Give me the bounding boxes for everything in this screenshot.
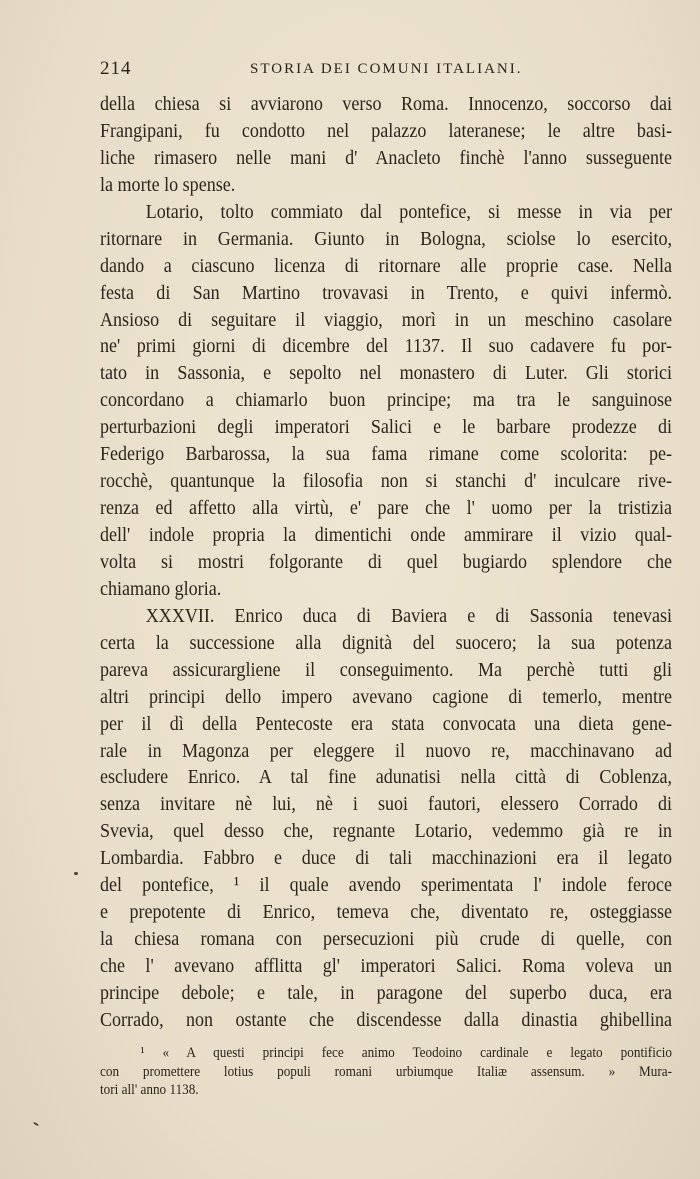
page-number: 214 bbox=[100, 58, 132, 79]
text-line: perturbazioni degli imperatori Salici e le barbare prodezze di bbox=[100, 416, 672, 439]
text-line: Corrado, non ostante che discendesse dalla dinastia ghibellina bbox=[100, 1008, 672, 1031]
text-line: senza invitare nè lui, nè i suoi fautori, elessero Corrado di bbox=[100, 793, 672, 816]
footnote bbox=[100, 1044, 672, 1100]
text-line: Ansioso di seguitare il viaggio, morì in un meschino casolare bbox=[100, 308, 672, 331]
text-line: renza ed affetto alla virtù, e' pare che l' uomo per la tristizia bbox=[100, 497, 672, 520]
footnote-line: ¹ « A questi principi fece animo Teodoino cardinale e legato pontificio bbox=[140, 1045, 672, 1061]
text-line: del pontefice, ¹ il quale avendo sperimentata l' indole feroce bbox=[100, 874, 672, 897]
footnote-line: con promettere lotius populi romani urbiumque Italiæ assensum. » Mura- bbox=[100, 1063, 672, 1080]
text-line: altri principi dello impero avevano cagione di temerlo, mentre bbox=[100, 685, 672, 708]
text-line: pareva assicurargliene il conseguimento. Ma perchè tutti gli bbox=[100, 658, 672, 681]
ink-speck bbox=[33, 1122, 39, 1127]
text-line: rocchè, quantunque la filosofia non si stanchi d' inculcare rive- bbox=[100, 470, 672, 493]
text-line: volta si mostri folgorante di quel bugiardo splendore che bbox=[100, 550, 672, 573]
ink-speck bbox=[74, 872, 78, 875]
text-line: Federigo Barbarossa, la sua fama rimane come scolorita: pe- bbox=[100, 443, 672, 466]
text-line: principe debole; e tale, in paragone del superbo duca, era bbox=[100, 981, 672, 1004]
text-line: festa di San Martino trovavasi in Trento, e quivi infermò. bbox=[100, 281, 672, 304]
running-title: STORIA DEI COMUNI ITALIANI. bbox=[250, 61, 523, 77]
text-line: che l' avevano afflitta gl' imperatori Salici. Roma voleva un bbox=[100, 955, 672, 977]
text-line: Lotario, tolto commiato dal pontefice, si messe in via per bbox=[145, 200, 672, 223]
text-line: XXXVII. Enrico duca di Baviera e di Sassonia tenevasi bbox=[145, 604, 672, 627]
body-text bbox=[100, 91, 672, 1034]
text-line: la chiesa romana con persecuzioni più crude di quelle, con bbox=[100, 928, 672, 951]
page-header bbox=[100, 58, 672, 88]
text-line: la morte lo spense. bbox=[100, 173, 236, 196]
text-line: dell' indole propria la dimentichi onde ammirare il vizio qual- bbox=[100, 524, 672, 546]
text-line: della chiesa si avviarono verso Roma. Innocenzo, soccorso dai bbox=[100, 93, 672, 115]
text-line: dando a ciascuno licenza di ritornare alle proprie case. Nella bbox=[100, 254, 672, 277]
text-line: e prepotente di Enrico, temeva che, diventato re, osteggiasse bbox=[100, 901, 672, 924]
text-line: ne' primi giorni di dicembre del 1137. Il suo cadavere fu por- bbox=[100, 335, 672, 358]
text-line: liche rimasero nelle mani d' Anacleto finchè l'anno susseguente bbox=[100, 146, 672, 169]
text-line: Frangipani, fu condotto nel palazzo lateranese; le altre basi- bbox=[100, 119, 672, 142]
text-line: per il dì della Pentecoste era stata convocata una dieta gene- bbox=[100, 712, 672, 735]
text-line: ritornare in Germania. Giunto in Bologna, sciolse lo esercito, bbox=[100, 227, 672, 250]
text-line: Svevia, quel desso che, regnante Lotario, vedemmo già re in bbox=[100, 820, 672, 843]
text-line: escludere Enrico. A tal fine adunatisi nella città di Coblenza, bbox=[100, 766, 672, 789]
text-line: certa la successione alla dignità del suocero; la sua potenza bbox=[100, 631, 672, 654]
text-line: chiamano gloria. bbox=[100, 577, 222, 600]
text-line: Lombardia. Fabbro e duce di tali macchinazioni era il legato bbox=[100, 847, 672, 870]
footnote-line: tori all' anno 1138. bbox=[100, 1082, 199, 1098]
text-line: concordano a chiamarlo buon principe; ma tra le sanguinose bbox=[100, 389, 672, 412]
text-line: rale in Magonza per eleggere il nuovo re, macchinavano ad bbox=[100, 739, 672, 762]
text-line: tato in Sassonia, e sepolto nel monastero di Luter. Gli storici bbox=[100, 362, 672, 385]
